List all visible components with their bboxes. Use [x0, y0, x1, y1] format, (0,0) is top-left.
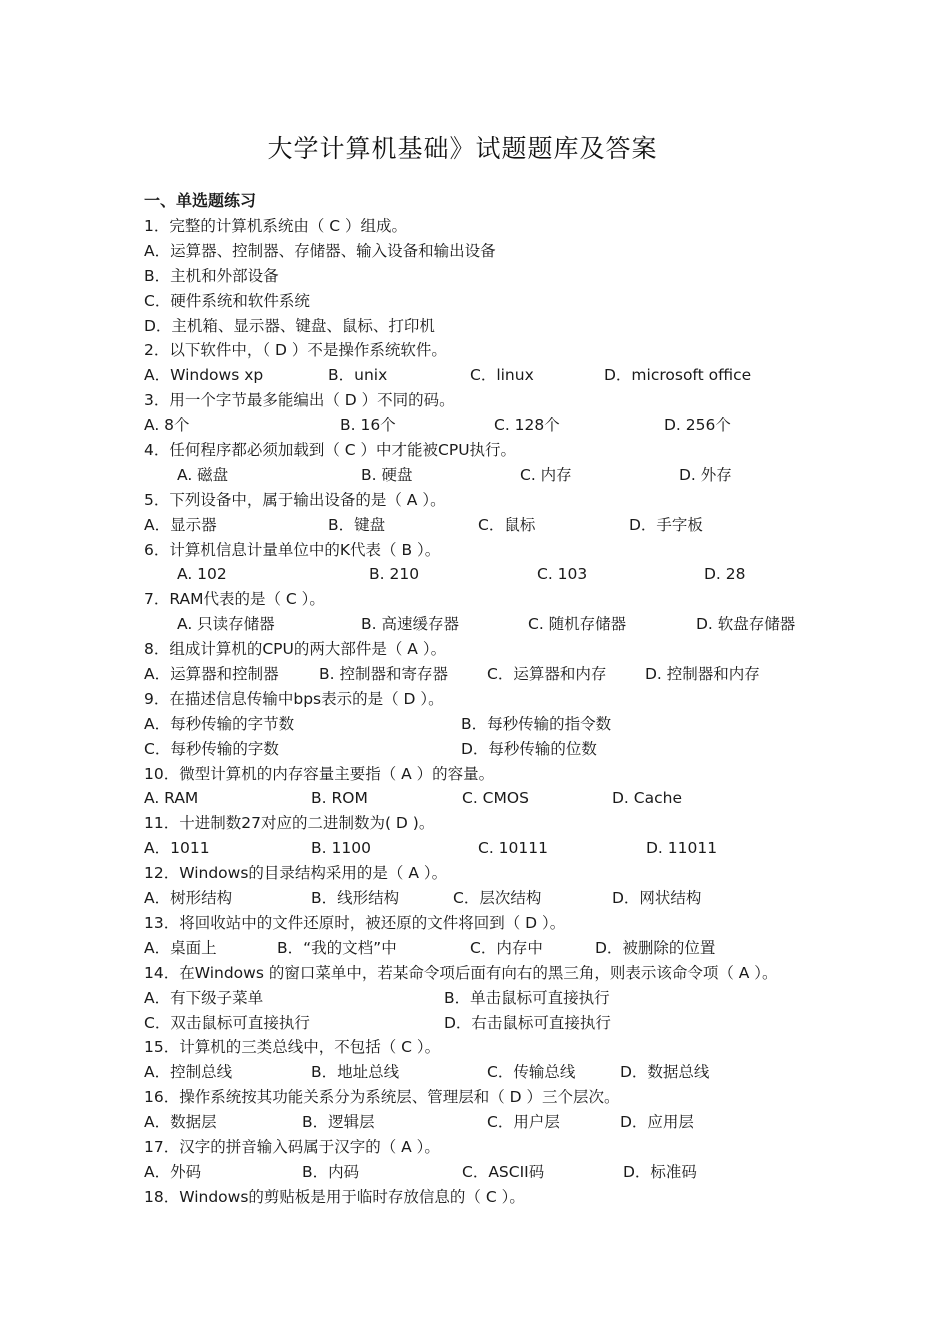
- option-text: B. 16个: [340, 416, 396, 435]
- line-text: 1．完整的计算机系统由（ C ）组成。: [144, 217, 408, 235]
- option-text: B. 高速缓存器: [361, 615, 459, 634]
- option-text: B．“我的文档”中: [277, 938, 397, 957]
- line-text: 6．计算机信息计量单位中的K代表（ B ）。: [144, 540, 441, 559]
- option-text: D．每秒传输的位数: [461, 739, 597, 758]
- option-text: A．1011: [144, 839, 210, 858]
- question-line: [144, 314, 834, 339]
- option-text: A. 只读存储器: [177, 615, 275, 634]
- option-text: B. 210: [369, 565, 420, 584]
- line-text: 10．微型计算机的内存容量主要指（ A ）的容量。: [144, 764, 495, 783]
- option-line: [144, 986, 834, 1011]
- line-text: B．主机和外部设备: [144, 266, 279, 285]
- line-text: 4．任何程序都必须加载到（ C ）中才能被CPU执行。: [144, 441, 517, 460]
- line-text: D．主机箱、显示器、键盘、鼠标、打印机: [144, 316, 435, 335]
- option-text: A. 8个: [144, 416, 190, 435]
- option-text: A．外码: [144, 1162, 202, 1181]
- question-line: [144, 911, 834, 936]
- option-text: B. 1100: [311, 839, 371, 858]
- option-text: D．手字板: [629, 515, 703, 534]
- question-line: [144, 214, 834, 239]
- question-line: [144, 289, 834, 314]
- line-text: 12．Windows的目录结构采用的是（ A ）。: [144, 864, 448, 883]
- option-line: [144, 413, 834, 438]
- question-line: [144, 438, 834, 463]
- option-line: [144, 836, 834, 861]
- option-text: C．用户层: [487, 1113, 560, 1132]
- question-line: [144, 961, 834, 986]
- option-text: A．每秒传输的字节数: [144, 714, 295, 733]
- option-text: D. 软盘存储器: [696, 615, 796, 634]
- option-text: D. 控制器和内存: [645, 665, 760, 684]
- option-text: D．应用层: [620, 1113, 694, 1132]
- line-text: 14．在Windows 的窗口菜单中，若某命令项后面有向右的黑三角，则表示该命令项（ A ）。: [144, 963, 778, 982]
- question-line: [144, 488, 834, 513]
- option-line: [144, 513, 834, 538]
- question-line: [144, 587, 834, 612]
- option-line: [144, 463, 834, 488]
- line-text: 3．用一个字节最多能编出（ D ）不同的码。: [144, 391, 455, 410]
- option-text: C．ASCII码: [462, 1162, 545, 1181]
- option-line: [144, 1011, 834, 1036]
- line-text: 8．组成计算机的CPU的两大部件是（ A ）。: [144, 640, 447, 659]
- line-text: 17．汉字的拼音输入码属于汉字的（ A ）。: [144, 1137, 440, 1156]
- option-text: A．有下级子菜单: [144, 988, 264, 1007]
- option-text: C. 10111: [478, 839, 548, 858]
- question-line: [144, 1085, 834, 1110]
- line-text: 5．下列设备中，属于输出设备的是（ A ）。: [144, 490, 446, 509]
- option-text: D. 11011: [646, 839, 718, 858]
- option-text: D．标准码: [623, 1162, 697, 1181]
- line-text: 11．十进制数27对应的二进制数为( D )。: [144, 814, 435, 833]
- option-text: C．linux: [470, 366, 534, 385]
- option-text: C. 随机存储器: [528, 615, 627, 634]
- option-text: B．地址总线: [311, 1063, 400, 1082]
- option-line: [144, 886, 834, 911]
- line-text: 18．Windows的剪贴板是用于临时存放信息的（ C ）。: [144, 1187, 525, 1206]
- option-text: C．鼠标: [478, 515, 536, 534]
- question-line: [144, 388, 834, 413]
- option-text: C．传输总线: [487, 1063, 576, 1082]
- question-list: [144, 214, 834, 1210]
- option-text: B．逻辑层: [302, 1113, 375, 1132]
- option-text: A．桌面上: [144, 938, 217, 957]
- option-text: B．单击鼠标可直接执行: [444, 988, 610, 1007]
- option-text: B．每秒传输的指令数: [461, 714, 612, 733]
- option-text: D. 28: [704, 565, 746, 584]
- option-text: A．数据层: [144, 1113, 217, 1132]
- option-line: [144, 712, 834, 737]
- option-line: [144, 662, 834, 687]
- option-text: B．线形结构: [311, 889, 400, 908]
- option-text: C．内存中: [470, 938, 543, 957]
- option-line: [144, 1060, 834, 1085]
- line-text: A．运算器、控制器、存储器、输入设备和输出设备: [144, 241, 496, 260]
- option-text: B．内码: [302, 1162, 360, 1181]
- line-text: 2．以下软件中，（ D ）不是操作系统软件。: [144, 341, 447, 360]
- option-text: D．网状结构: [612, 889, 702, 908]
- option-line: [144, 936, 834, 961]
- option-text: A．树形结构: [144, 889, 233, 908]
- section-heading: 一、单选题练习: [144, 191, 257, 210]
- question-line: [144, 1185, 834, 1210]
- line-text: 7．RAM代表的是（ C ）。: [144, 590, 325, 609]
- option-text: C．双击鼠标可直接执行: [144, 1013, 310, 1032]
- question-line: [144, 637, 834, 662]
- page-title: 大学计算机基础》试题题库及答案: [267, 134, 658, 163]
- option-text: B. ROM: [311, 789, 368, 808]
- option-text: B. 控制器和寄存器: [319, 665, 448, 684]
- option-text: D．microsoft office: [604, 366, 752, 385]
- question-line: [144, 338, 834, 363]
- option-line: [144, 612, 834, 637]
- option-line: [144, 737, 834, 762]
- option-text: A. 磁盘: [177, 465, 229, 484]
- option-text: D. 外存: [679, 465, 732, 484]
- option-text: A. 102: [177, 565, 227, 584]
- option-text: A. RAM: [144, 789, 199, 808]
- option-text: C．层次结构: [453, 889, 542, 908]
- option-text: C. 103: [537, 565, 588, 584]
- option-text: D．被删除的位置: [595, 938, 716, 957]
- line-text: C．硬件系统和软件系统: [144, 291, 310, 310]
- option-text: C．运算器和内存: [487, 665, 607, 684]
- question-line: [144, 1035, 834, 1060]
- option-line: [144, 1110, 834, 1135]
- question-line: [144, 1135, 834, 1160]
- question-line: [144, 811, 834, 836]
- option-text: B．unix: [328, 366, 388, 385]
- option-line: [144, 1160, 834, 1185]
- option-text: D. Cache: [612, 789, 682, 808]
- option-text: D. 256个: [664, 416, 731, 435]
- option-text: C. 内存: [520, 465, 572, 484]
- option-text: A．显示器: [144, 515, 217, 534]
- line-text: 9．在描述信息传输中bps表示的是（ D ）。: [144, 689, 444, 708]
- question-line: [144, 264, 834, 289]
- question-line: [144, 861, 834, 886]
- line-text: 15．计算机的三类总线中，不包括（ C ）。: [144, 1038, 441, 1057]
- question-line: [144, 762, 834, 787]
- option-text: C. 128个: [494, 416, 560, 435]
- option-text: A．控制总线: [144, 1063, 233, 1082]
- option-text: A．运算器和控制器: [144, 665, 279, 684]
- option-text: B. 硬盘: [361, 465, 413, 484]
- option-line: [144, 363, 834, 388]
- line-text: 13．将回收站中的文件还原时，被还原的文件将回到（ D ）。: [144, 913, 566, 932]
- option-line: [144, 786, 834, 811]
- option-text: A．Windows xp: [144, 366, 264, 385]
- option-text: D．右击鼠标可直接执行: [444, 1013, 611, 1032]
- line-text: 16．操作系统按其功能关系分为系统层、管理层和（ D ）三个层次。: [144, 1088, 620, 1107]
- question-line: [144, 239, 834, 264]
- question-line: [144, 538, 834, 563]
- option-text: C．每秒传输的字数: [144, 739, 279, 758]
- option-line: [144, 562, 834, 587]
- question-line: [144, 687, 834, 712]
- option-text: D．数据总线: [620, 1063, 710, 1082]
- option-text: B．键盘: [328, 515, 386, 534]
- option-text: C. CMOS: [462, 789, 529, 808]
